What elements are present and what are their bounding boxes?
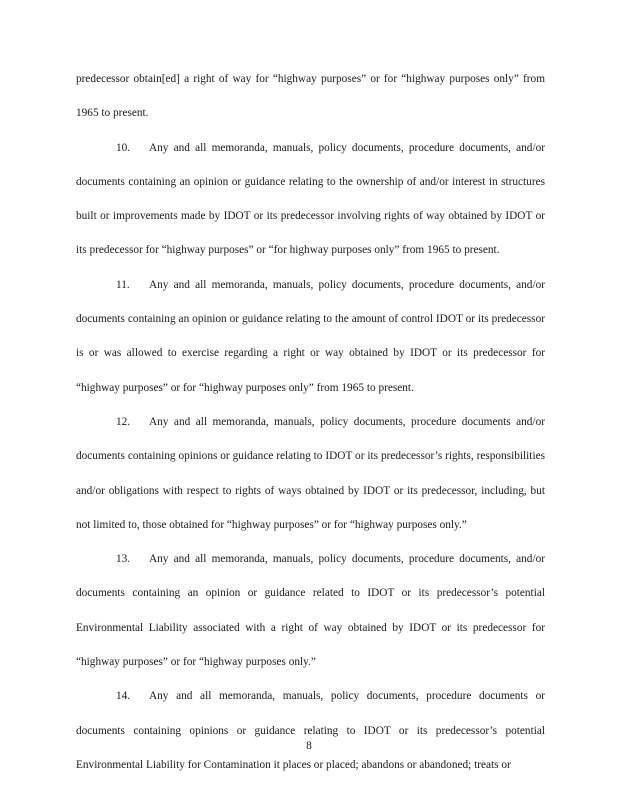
paragraph-continuation	[76, 62, 545, 131]
paragraph-number: 14.	[116, 690, 131, 703]
document-body	[76, 62, 545, 782]
paragraph-14	[76, 679, 545, 782]
paragraph-13	[76, 542, 545, 679]
paragraph-text: Any and all memoranda, manuals, policy documents, procedure documents or documents containing opinions or guidance relating to IDOT or its predecessor’s potential Environmental Liability for Contamination it places or placed; abandons or abandoned; treats or	[76, 690, 545, 771]
paragraph-10	[76, 131, 545, 268]
paragraph-number: 12.	[116, 415, 131, 428]
page-number: 8	[306, 740, 312, 752]
paragraph-12	[76, 405, 545, 542]
paragraph-number: 10.	[116, 141, 131, 154]
paragraph-text: predecessor obtain[ed] a right of way for “highway purposes” or for “highway purposes only” from 1965 to present.	[76, 73, 545, 120]
paragraph-11	[76, 268, 545, 405]
paragraph-text: Any and all memoranda, manuals, policy documents, procedure documents and/or documents containing opinions or guidance relating to IDOT or its predecessor’s rights, responsibilities and/or obligations with respect to rights of ways obtained by IDOT or its predecessor, including, but not limited to, those obtained for “highway purposes” or for “highway purposes only.”	[76, 415, 545, 531]
paragraph-number: 11.	[116, 278, 130, 291]
paragraph-text: Any and all memoranda, manuals, policy documents, procedure documents, and/or documents containing an opinion or guidance relating to the amount of control IDOT or its predecessor is or was allowed to exercise regarding a right or way obtained by IDOT or its predecessor for “highway purposes” or for “highway purposes only” from 1965 to present.	[76, 278, 545, 394]
paragraph-number: 13.	[116, 553, 131, 566]
paragraph-text: Any and all memoranda, manuals, policy documents, procedure documents, and/or documents containing an opinion or guidance relating to the ownership of and/or interest in structures built or improvements made by IDOT or its predecessor involving rights of way obtained by IDOT or its predecessor for “highway purposes” or “for highway purposes only” from 1965 to present.	[76, 141, 545, 257]
paragraph-text: Any and all memoranda, manuals, policy documents, procedure documents, and/or documents containing an opinion or guidance related to IDOT or its predecessor’s potential Environmental Liability associated with a right of way obtained by IDOT or its predecessor for “highway purposes” or for “highway purposes only.”	[76, 553, 545, 669]
